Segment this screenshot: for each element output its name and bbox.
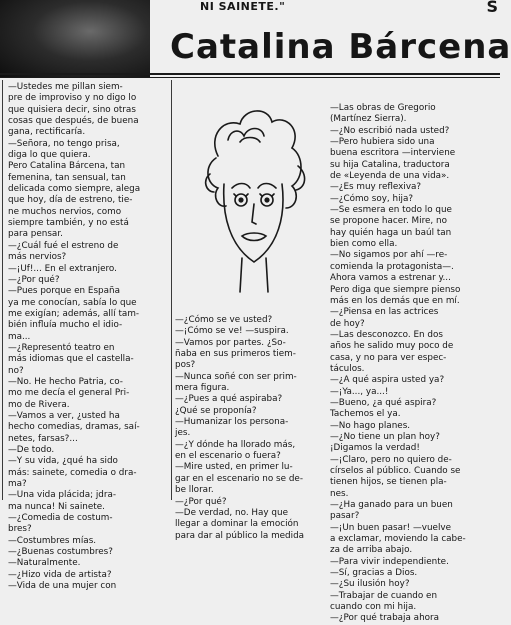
- middle-column-line: llegar a dominar la emoción: [175, 519, 299, 530]
- left-column-line: gana, rectificaría.: [8, 127, 86, 138]
- right-column-line: —¿Cómo soy, hija?: [330, 193, 414, 204]
- left-column-line: bres?: [8, 524, 32, 535]
- right-column-line: —¿Por qué trabaja ahora: [330, 613, 440, 624]
- right-column-line: buena escritora —interviene: [330, 148, 456, 159]
- header-rule-thin: [0, 77, 500, 78]
- left-column-line: ne muchos nervios, como: [8, 206, 122, 217]
- right-column-line: su hija Catalina, traductora: [330, 159, 450, 170]
- right-column-line: —Se esmera en todo lo que: [330, 205, 452, 216]
- right-column-line: —¡Claro, pero no quiero de-: [330, 454, 452, 465]
- left-column-line: más idiomas que el castella-: [8, 354, 134, 365]
- right-column-line: casa, y no para ver espec-: [330, 352, 447, 363]
- left-column-line: —Vamos a ver, ¿usted ha: [8, 410, 120, 421]
- left-column-line: —¿Por qué?: [8, 274, 60, 285]
- top-quote-fragment: NI SAINETE.": [200, 0, 286, 13]
- right-column-line: tienen hijos, se tienen pla-: [330, 477, 447, 488]
- right-column-line: —¿Es muy reflexiva?: [330, 182, 422, 193]
- middle-column-line: —Vamos por partes. ¿So-: [175, 337, 286, 348]
- right-column-line: ¡Digamos la verdad!: [330, 443, 420, 454]
- right-column-line: —Las desconozco. En dos: [330, 329, 443, 340]
- right-column-line: cuando con mi hija.: [330, 602, 417, 613]
- middle-column-line: —Humanizar los persona-: [175, 417, 289, 428]
- left-column-line: —Pues porque en España: [8, 286, 120, 297]
- right-column-line: (Martínez Sierra).: [330, 114, 407, 125]
- right-column-line: —Pero hubiera sido una: [330, 137, 435, 148]
- right-column-line: de hoy?: [330, 318, 365, 329]
- left-column-line: ma...: [8, 331, 31, 342]
- portrait-photo: [0, 0, 150, 78]
- right-column-line: —No sigamos por ahí —re-: [330, 250, 448, 261]
- left-column-line: cosas que después, de buena: [8, 116, 139, 127]
- right-column-line: hay quién haga un baúl tan: [330, 227, 452, 238]
- header-rule: [0, 73, 500, 75]
- right-column: [330, 103, 498, 624]
- middle-column-line: ñaba en sus primeros tiem-: [175, 349, 296, 360]
- column-separator: [171, 80, 172, 500]
- left-column-line: —Señora, no tengo prisa,: [8, 138, 120, 149]
- left-column-line: —Vida de una mujer con: [8, 581, 117, 592]
- left-column-line: —¿Comedia de costum-: [8, 513, 113, 524]
- right-column-line: años he salido muy poco de: [330, 341, 454, 352]
- left-column-line: que hoy, día de estreno, tie-: [8, 195, 133, 206]
- middle-column-line: —¿Por qué?: [175, 496, 227, 507]
- middle-column-line: —¿Y dónde ha llorado más,: [175, 439, 296, 450]
- middle-column-line: —¿Cómo se ve usted?: [175, 315, 273, 325]
- left-column-line: ya me conocían, sabía lo que: [8, 297, 137, 308]
- left-column-line: —¿Buenas costumbres?: [8, 547, 113, 558]
- middle-column-line: —De verdad, no. Hay que: [175, 507, 288, 518]
- middle-column-line: gar en el escenario no se de-: [175, 473, 303, 484]
- left-column-line: hecho comedias, dramas, saí-: [8, 422, 140, 433]
- middle-column-line: —¿Pues a qué aspiraba?: [175, 394, 283, 405]
- left-column-line: siempre también, y no está: [8, 218, 129, 229]
- right-column-line: comienda la protagonista—.: [330, 261, 454, 272]
- right-column-line: —¡Un buen pasar! —vuelve: [330, 522, 452, 533]
- left-column-line: —Y su vida, ¿qué ha sido: [8, 456, 118, 467]
- middle-column-line: pos?: [175, 360, 196, 371]
- left-column-line: —De todo.: [8, 445, 55, 455]
- left-column-line: mo me decía el general Pri-: [8, 388, 130, 399]
- left-column-line: ma?: [8, 479, 27, 490]
- left-column-line: —Una vida plácida; jdra-: [8, 490, 117, 501]
- left-column-line: femenina, tan sensual, tan: [8, 172, 126, 183]
- right-column-line: —Para vivir independiente.: [330, 556, 449, 567]
- right-column-line: nes.: [330, 488, 349, 499]
- right-column-line: bien como ella.: [330, 239, 398, 250]
- left-column-line: que quisiera decir, sino otras: [8, 104, 136, 115]
- right-column-line: —Trabajar de cuando en: [330, 590, 438, 601]
- right-column-line: —¿No escribió nada usted?: [330, 125, 450, 136]
- right-column-line: pasar?: [330, 511, 360, 522]
- right-column-line: Tachemos el ya.: [330, 409, 401, 420]
- right-column-line: —No hago planes.: [330, 420, 411, 431]
- left-column-line: Pero Catalina Bárcena, tan: [8, 161, 126, 172]
- left-column-line: netes, farsas?...: [8, 433, 78, 444]
- middle-column-line: —Nunca soñé con ser prim-: [175, 371, 297, 382]
- left-column: [8, 82, 168, 592]
- middle-column-line: —Mire usted, en primer lu-: [175, 462, 293, 473]
- right-column-line: —¿No tiene un plan hoy?: [330, 431, 440, 442]
- left-column-line: —¡Uf!... En el extranjero.: [8, 263, 117, 274]
- middle-column-line: ¿Qué se proponía?: [175, 405, 257, 416]
- right-column-line: Pero diga que siempre pienso: [330, 284, 461, 295]
- left-column-line: —¿Representó teatro en: [8, 342, 115, 353]
- left-frame-line: [2, 80, 3, 500]
- middle-column-line: en el escenario o fuera?: [175, 451, 281, 462]
- left-column-line: —Ustedes me pillan siem-: [8, 82, 123, 92]
- left-column-line: —Costumbres mías.: [8, 535, 97, 546]
- right-column-line: —Bueno, ¿a qué aspira?: [330, 397, 437, 408]
- left-column-line: bién influía mucho el idio-: [8, 320, 123, 331]
- right-column-line: táculos.: [330, 363, 365, 374]
- right-column-line: —¿Piensa en las actrices: [330, 307, 439, 318]
- top-right-mark: S: [486, 0, 498, 16]
- right-column-line: —Las obras de Gregorio: [330, 103, 436, 113]
- left-column-line: —¿Hizo vida de artista?: [8, 569, 112, 580]
- right-column-line: za de arriba abajo.: [330, 545, 413, 556]
- left-column-line: ma nunca! Ni sainete.: [8, 501, 105, 512]
- caricature-drawing: [178, 96, 328, 306]
- headline: Catalina Bárcena: [170, 27, 511, 67]
- middle-column-line: —¡Cómo se ve! —suspira.: [175, 326, 289, 337]
- right-column-line: —¿A qué aspira usted ya?: [330, 375, 445, 386]
- right-column-line: —Sí, gracias a Dios.: [330, 568, 418, 579]
- right-column-line: Ahora vamos a estrenar y...: [330, 273, 451, 284]
- right-column-line: —¡Ya..., ya...!: [330, 386, 389, 397]
- right-column-line: a exclamar, moviendo la cabe-: [330, 534, 466, 545]
- left-column-line: —¿Cuál fué el estreno de: [8, 240, 119, 251]
- middle-column-line: mera figura.: [175, 383, 230, 394]
- right-column-line: círselos al público. Cuando se: [330, 466, 461, 476]
- caricature-icon: [178, 96, 328, 306]
- left-column-line: pre de improviso y no digo lo: [8, 93, 137, 104]
- right-column-line: —¿Ha ganado para un buen: [330, 500, 453, 511]
- right-column-line: se propone hacer. Mire, no: [330, 216, 447, 227]
- right-column-line: de «Leyenda de una vida».: [330, 171, 450, 182]
- left-column-line: no?: [8, 365, 24, 376]
- left-column-line: más: sainete, comedia o dra-: [8, 467, 137, 478]
- right-column-line: —¿Su ilusión hoy?: [330, 579, 410, 590]
- left-column-line: mo de Rivera.: [8, 399, 70, 410]
- left-column-line: para pensar.: [8, 229, 63, 240]
- left-column-line: —Naturalmente.: [8, 558, 81, 569]
- middle-column: [175, 315, 325, 541]
- left-column-line: diga lo que quiera.: [8, 150, 91, 161]
- middle-column-line: be llorar.: [175, 485, 214, 496]
- left-column-line: más nervios?: [8, 252, 67, 263]
- middle-column-line: jes.: [175, 428, 191, 439]
- left-column-line: me exigían; además, allí tam-: [8, 308, 140, 319]
- left-column-line: delicada como siempre, alega: [8, 184, 141, 195]
- middle-column-line: para dar al público la medida: [175, 530, 305, 541]
- right-column-line: más en los demás que en mí.: [330, 295, 460, 306]
- left-column-line: —No. He hecho Patria, co-: [8, 376, 123, 387]
